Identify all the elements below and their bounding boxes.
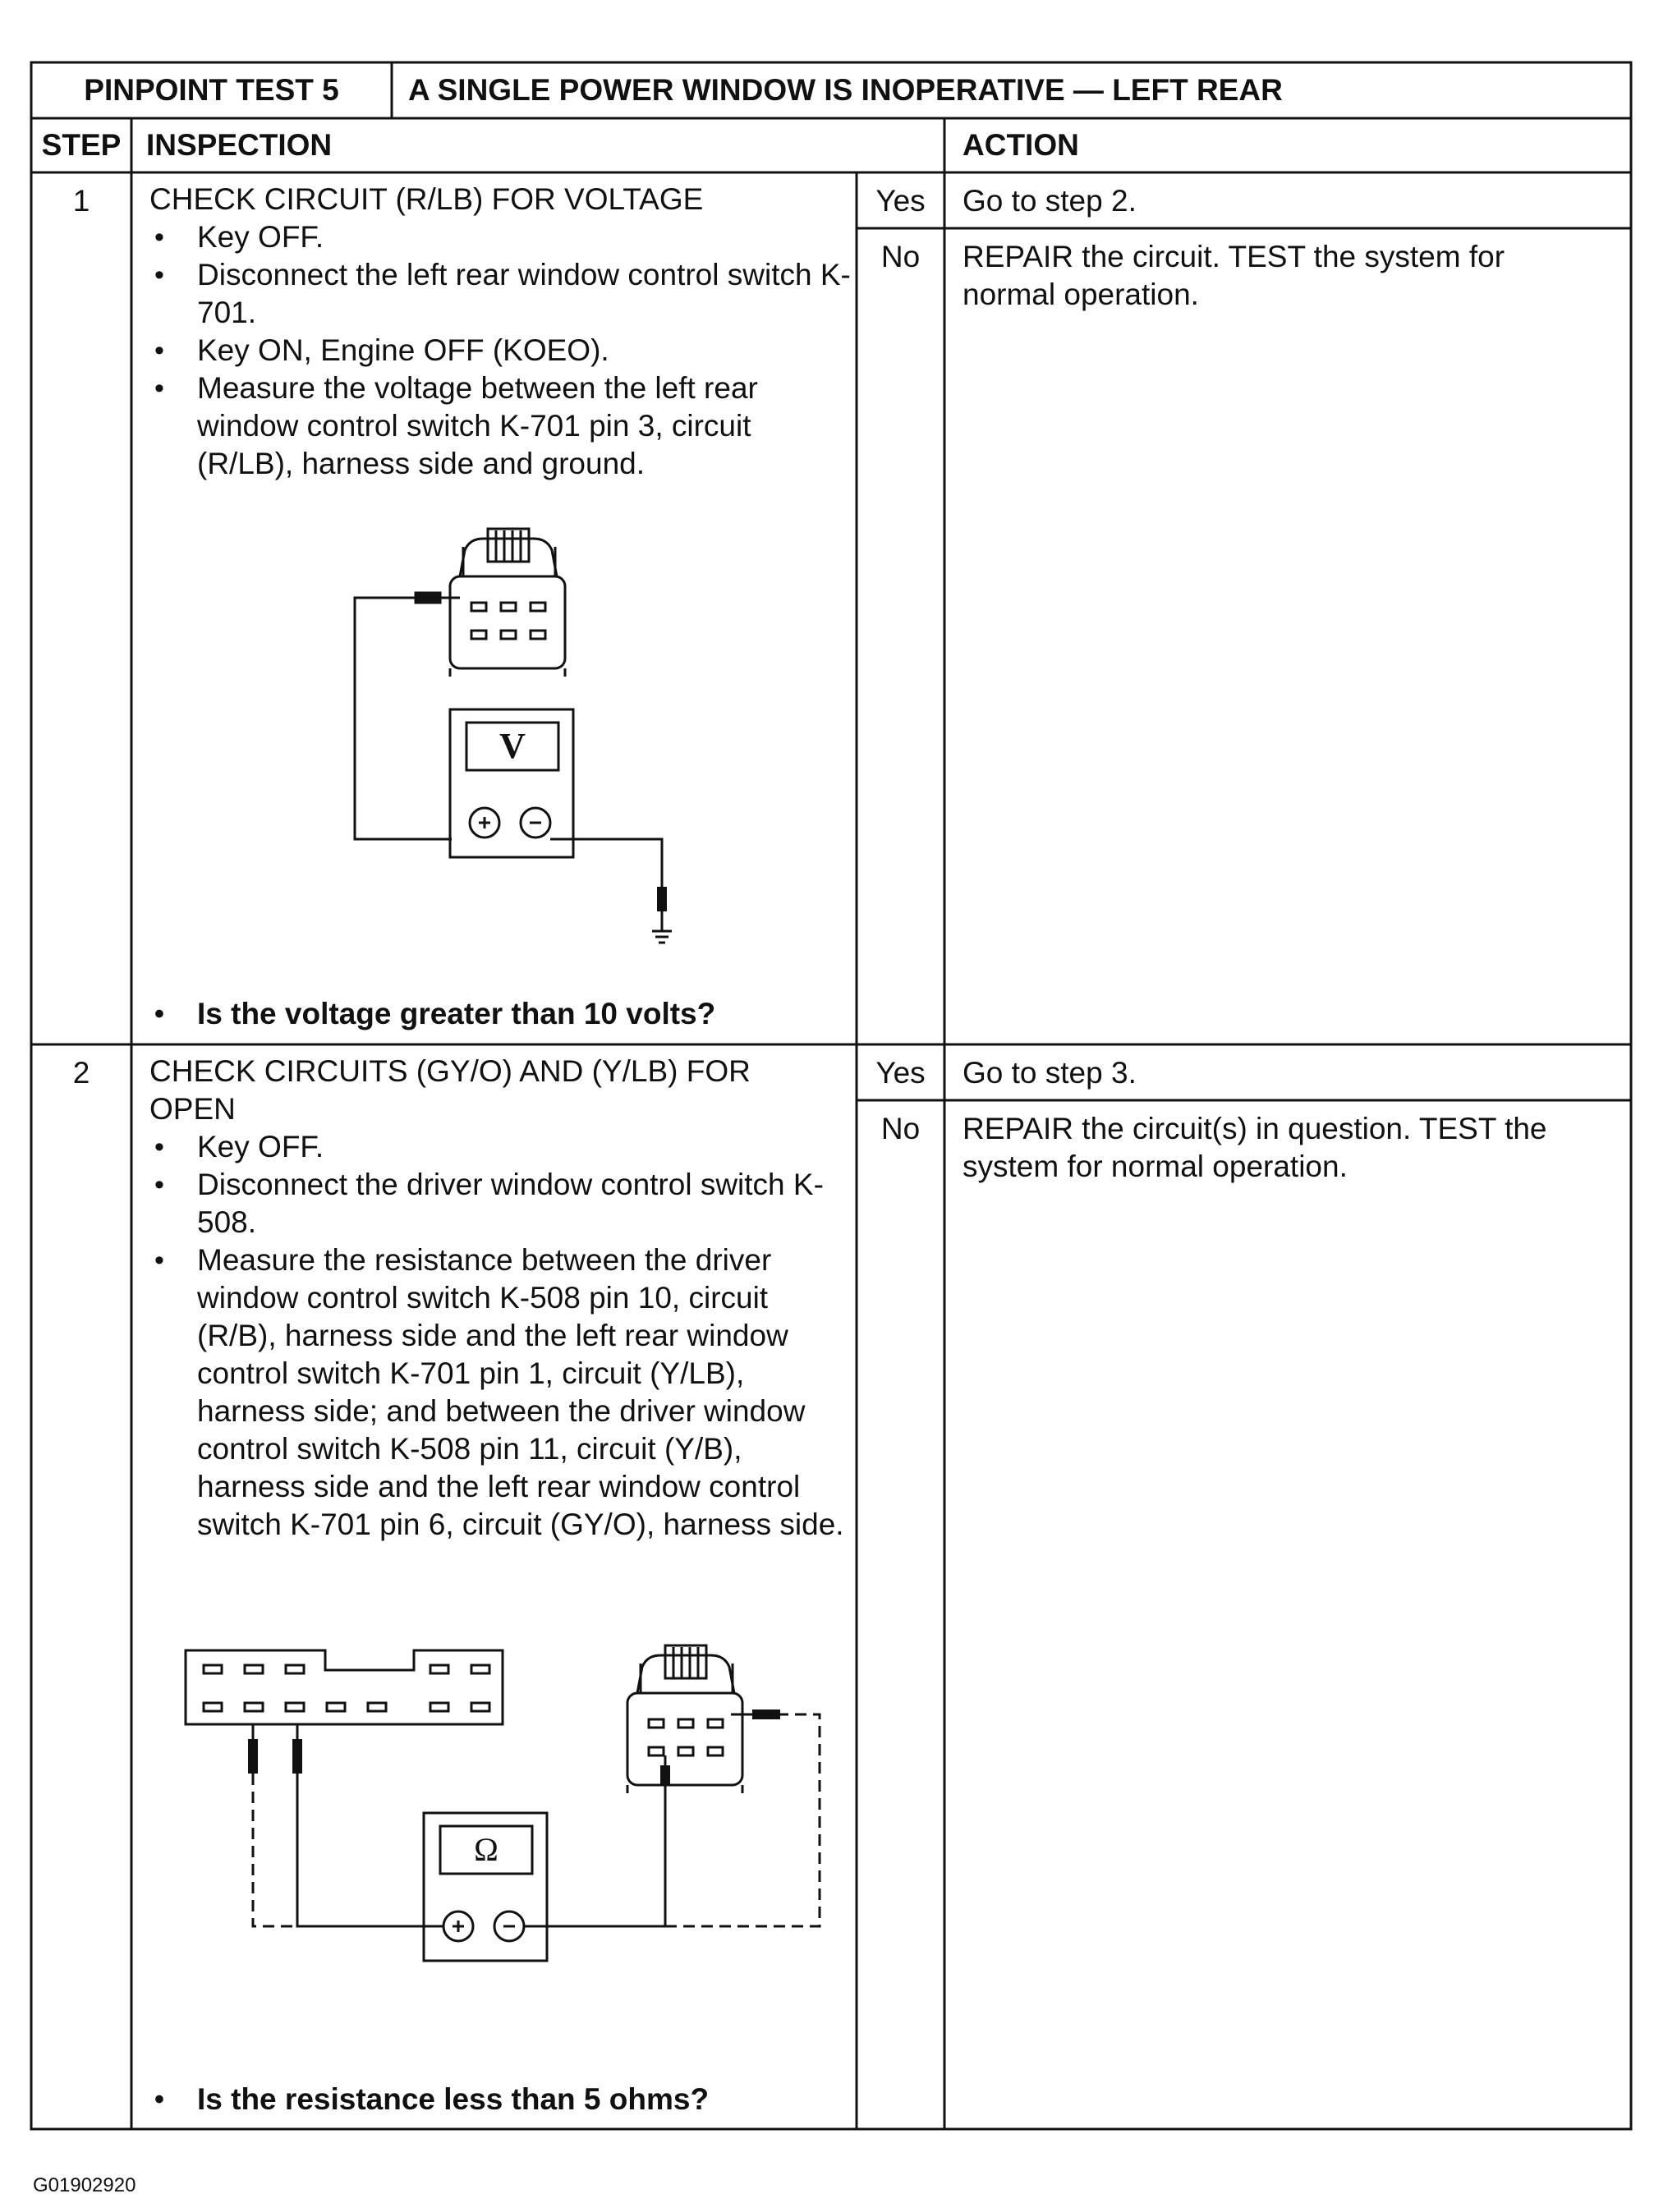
step-bullet: • Key ON, Engine OFF (KOEO). [145, 332, 851, 369]
no-action: REPAIR the circuit(s) in question. TEST the system for normal operation. [963, 1112, 1547, 1183]
yes-action: Go to step 3. [963, 1056, 1137, 1090]
step-bullet: • Key OFF. [145, 218, 851, 256]
step-bullet: • Disconnect the driver window control switch K-508. [145, 1166, 851, 1241]
no-action: REPAIR the circuit. TEST the system for normal operation. [963, 240, 1505, 311]
meter-symbol: V [499, 726, 526, 766]
connector-k701-icon [627, 1645, 742, 1793]
step-number: 1 [72, 184, 90, 218]
step-bullet-list [145, 218, 851, 483]
step-bullet: • Disconnect the left rear window control switch K-701. [145, 256, 851, 332]
step-bullet-list [145, 1128, 851, 1544]
step-question [145, 995, 851, 1033]
column-header-step: STEP [41, 128, 122, 162]
yes-label: Yes [875, 1056, 926, 1090]
yes-label: Yes [875, 184, 926, 218]
step-title: CHECK CIRCUIT (R/LB) FOR VOLTAGE [149, 182, 704, 216]
step-title: CHECK CIRCUITS (GY/O) AND (Y/LB) FOR OPEN [149, 1054, 751, 1126]
step-bullet: • Measure the resistance between the driver window control switch K-508 pin 10, circuit (R/B), harness side and the left rear window control switch K-701 pin 1, circuit (Y/LB), harness side; and between the driver window control switch K-508 pin 11, circuit (Y/B), harness side and the left rear window control switch K-701 pin 6, circuit (GY/O), harness side. [145, 1241, 851, 1544]
test-number-label: PINPOINT TEST 5 [84, 73, 339, 107]
figure-id: G01902920 [33, 2174, 136, 2196]
voltage-test-diagram [0, 517, 854, 952]
step-question [145, 2081, 851, 2118]
connector-k701-icon [450, 529, 565, 677]
resistance-test-diagram [0, 1634, 854, 2069]
connector-k508-icon [186, 1650, 503, 1724]
test-title: A SINGLE POWER WINDOW IS INOPERATIVE — LEFT REAR [408, 73, 1283, 107]
no-label: No [880, 240, 921, 273]
step-bullet: • Measure the voltage between the left rear window control switch K-701 pin 3, circuit (R/LB), harness side and ground. [145, 369, 851, 483]
meter-symbol: Ω [474, 1831, 498, 1868]
step-question-text: • Is the voltage greater than 10 volts? [145, 995, 851, 1033]
step-number: 2 [72, 1056, 90, 1090]
step-bullet: • Key OFF. [145, 1128, 851, 1166]
step-question-text: • Is the resistance less than 5 ohms? [145, 2081, 851, 2118]
column-header-action: ACTION [963, 128, 1079, 162]
column-header-inspection: INSPECTION [146, 128, 333, 162]
no-label: No [880, 1112, 921, 1145]
yes-action: Go to step 2. [963, 184, 1137, 218]
